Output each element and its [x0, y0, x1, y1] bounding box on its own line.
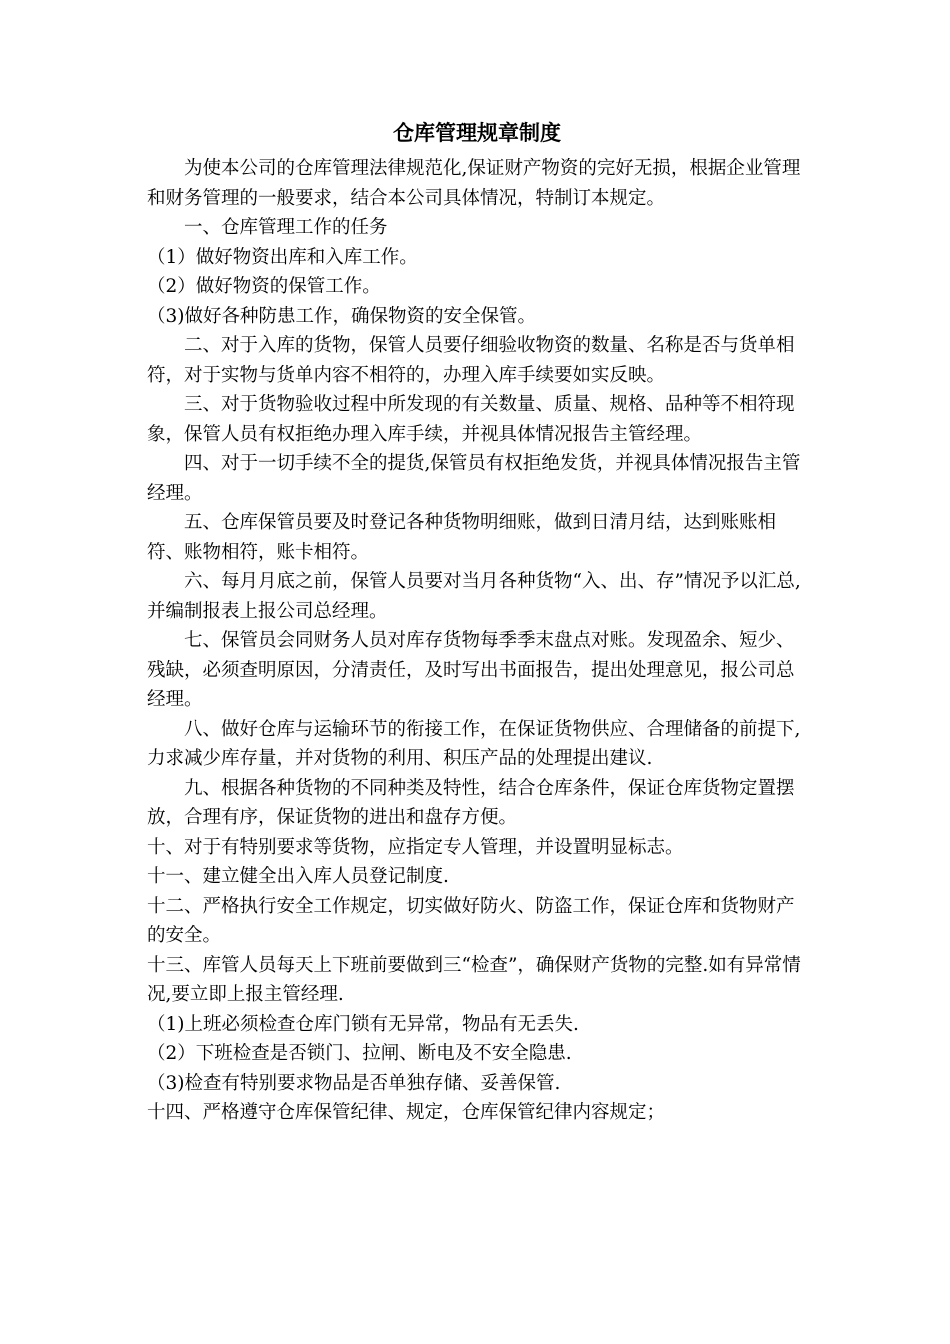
paragraph: （1)上班必须检查仓库门锁有无异常，物品有无丢失. [147, 1013, 579, 1035]
paragraph: 八、做好仓库与运输环节的衔接工作，在保证货物供应、合理储备的前提下,力求减少库存量，并对货物的利用、积压产品的处理提出建议. [147, 718, 801, 769]
paragraph: 一、仓库管理工作的任务 [184, 217, 388, 238]
paragraph: 十、对于有特别要求等货物，应指定专人管理，并设置明显标志。 [147, 836, 684, 858]
paragraph: 为使本公司的仓库管理法律规范化,保证财产物资的完好无损，根据企业管理和财务管理的一般要求，结合本公司具体情况，特制订本规定。 [147, 158, 801, 209]
paragraph: （1）做好物资出库和入库工作。 [147, 246, 418, 268]
paragraph: 十一、建立健全出入库人员登记制度. [147, 866, 449, 887]
paragraph: 七、保管员会同财务人员对库存货物每季季末盘点对账。发现盈余、短少、残缺，必须查明原因，分清责任，及时写出书面报告，提出处理意见，报公司总经理。 [147, 630, 795, 710]
paragraph: 三、对于货物验收过程中所发现的有关数量、质量、规格、品种等不相符现象，保管人员有权拒绝办理入库手续，并视具体情况报告主管经理。 [147, 394, 795, 445]
paragraph: （3)做好各种防患工作，确保物资的安全保管。 [147, 305, 536, 327]
paragraph: （2）下班检查是否锁门、拉闸、断电及不安全隐患. [147, 1043, 572, 1064]
paragraph: 五、仓库保管员要及时登记各种货物明细账，做到日清月结，达到账账相符、账物相符，账卡相符。 [147, 512, 777, 563]
paragraph: 四、对于一切手续不全的提货,保管员有权拒绝发货，并视具体情况报告主管经理。 [147, 453, 801, 504]
paragraph: （2）做好物资的保管工作。 [147, 276, 381, 297]
paragraph: 十四、严格遵守仓库保管纪律、规定，仓库保管纪律内容规定； [147, 1102, 666, 1123]
paragraph: 十二、严格执行安全工作规定，切实做好防火、防盗工作，保证仓库和货物财产的安全。 [147, 895, 795, 946]
document-body [147, 154, 807, 1128]
paragraph: 二、对于入库的货物，保管人员要仔细验收物资的数量、名称是否与货单相符，对于实物与货单内容不相符的，办理入库手续要如实反映。 [147, 335, 795, 386]
paragraph: （3)检查有特别要求物品是否单独存储、妥善保管. [147, 1072, 561, 1094]
document-page [147, 118, 807, 1128]
paragraph: 六、每月月底之前，保管人员要对当月各种货物“入、出、存”情况予以汇总,并编制报表上报公司总经理。 [147, 571, 801, 622]
paragraph: 九、根据各种货物的不同种类及特性，结合仓库条件，保证仓库货物定置摆放，合理有序，保证货物的进出和盘存方便。 [147, 777, 795, 828]
document-title: 仓库管理规章制度 [393, 121, 561, 145]
paragraph: 十三、库管人员每天上下班前要做到三“检查”，确保财产货物的完整.如有异常情况,要立即上报主管经理. [147, 954, 801, 1005]
